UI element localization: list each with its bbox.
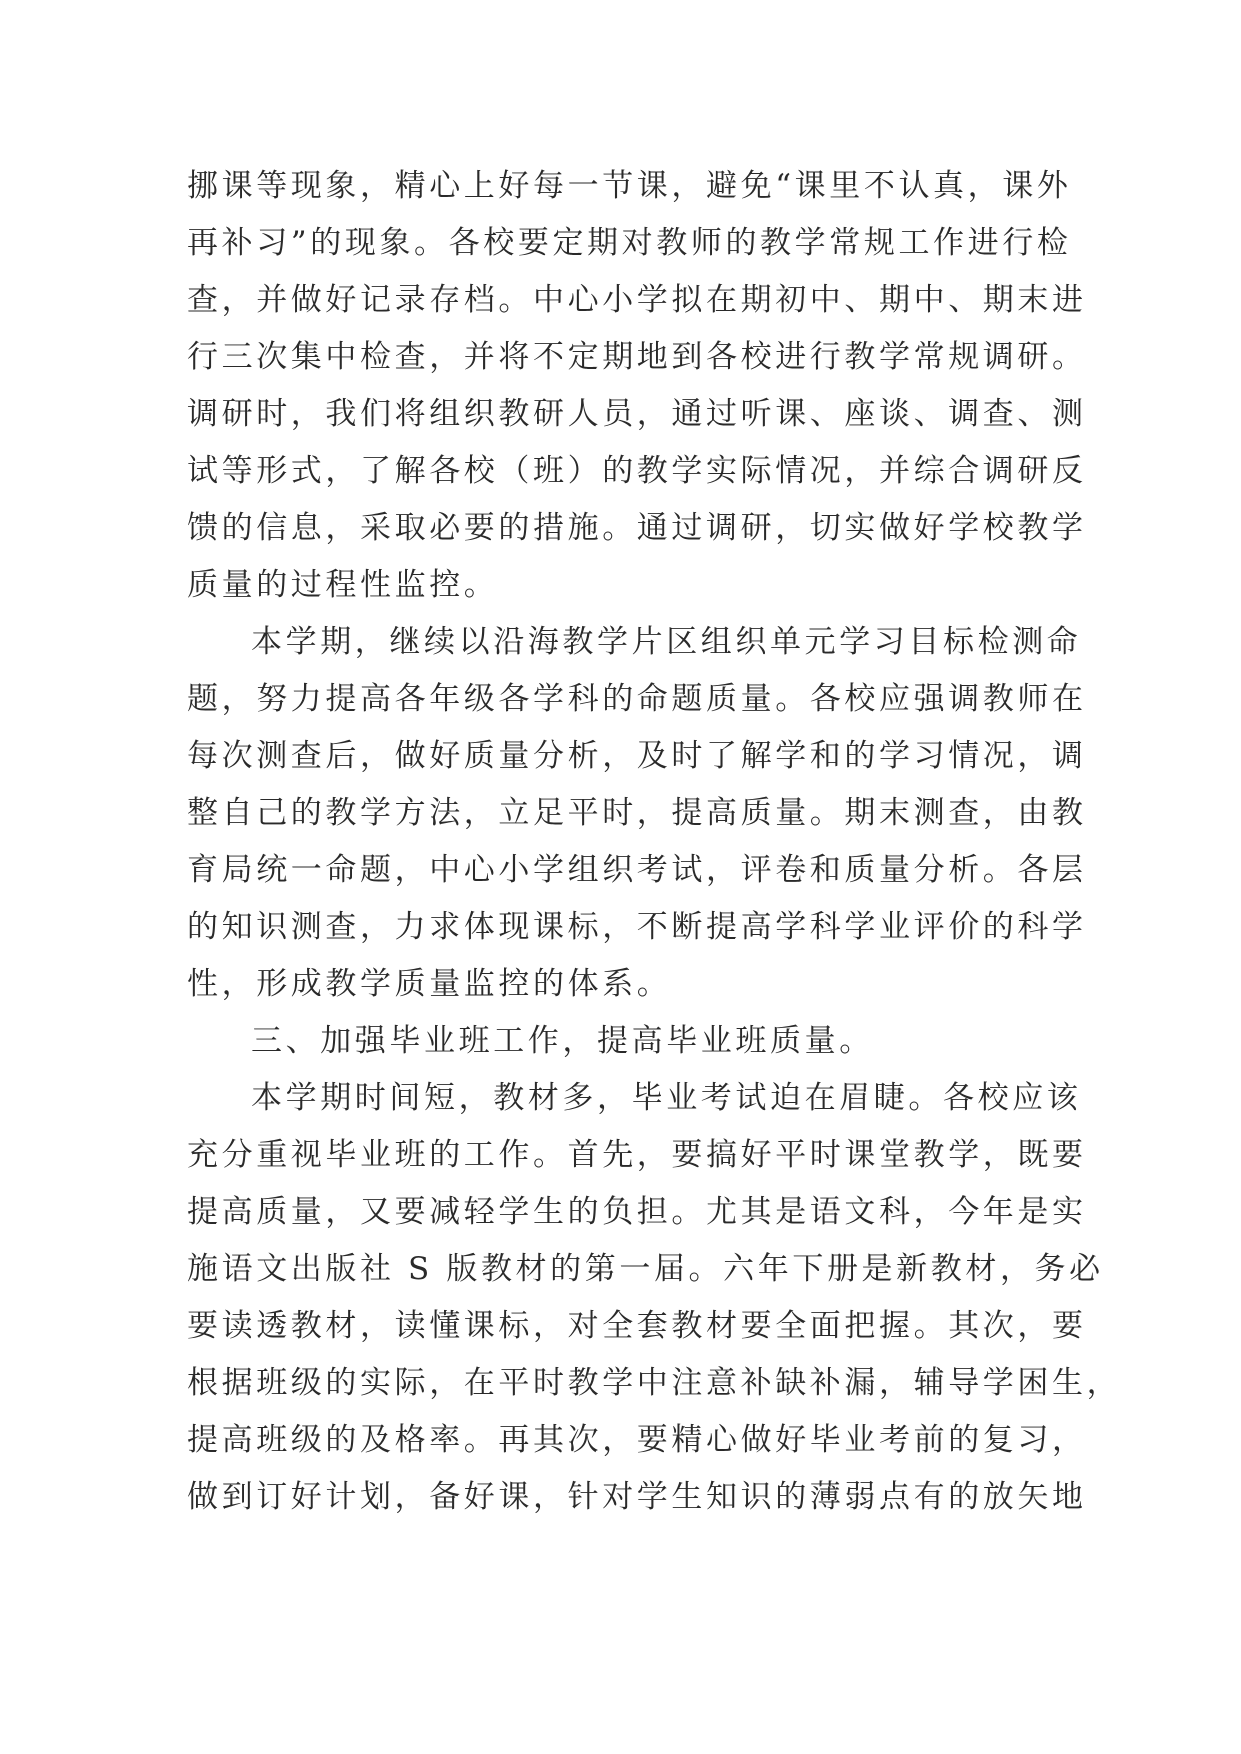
paragraph-first-line: 本学期时间短，教材多，毕业考试迫在眉睫。各校应该 xyxy=(251,1080,1082,1116)
text-line: 查，并做好记录存档。中心小学拟在期初中、期中、期末进 xyxy=(187,282,1087,318)
paragraph-first-line: 本学期，继续以沿海教学片区组织单元学习目标检测命 xyxy=(251,624,1082,660)
text-line: 做到订好计划，备好课，针对学生知识的薄弱点有的放矢地 xyxy=(187,1479,1087,1515)
text-line: 要读透教材，读懂课标，对全套教材要全面把握。其次，要 xyxy=(187,1308,1087,1344)
text-line: 提高班级的及格率。再其次，要精心做好毕业考前的复习， xyxy=(187,1422,1087,1458)
text-line: 根据班级的实际，在平时教学中注意补缺补漏，辅导学困生， xyxy=(187,1365,1122,1401)
text-line: 试等形式，了解各校（班）的教学实际情况，并综合调研反 xyxy=(187,453,1087,489)
text-line: 质量的过程性监控。 xyxy=(187,567,499,603)
text-line: 性，形成教学质量监控的体系。 xyxy=(187,966,672,1002)
text-line: 再补习”的现象。各校要定期对教师的教学常规工作进行检 xyxy=(187,225,1072,261)
text-line: 行三次集中检查，并将不定期地到各校进行教学常规调研。 xyxy=(187,339,1087,375)
text-line: 挪课等现象，精心上好每一节课，避免“课里不认真，课外 xyxy=(187,168,1072,204)
section-heading: 三、加强毕业班工作，提高毕业班质量。 xyxy=(251,1023,874,1059)
text-line: 育局统一命题，中心小学组织考试，评卷和质量分析。各层 xyxy=(187,852,1087,888)
text-line: 的知识测查，力求体现课标，不断提高学科学业评价的科学 xyxy=(187,909,1087,945)
text-line: 馈的信息，采取必要的措施。通过调研，切实做好学校教学 xyxy=(187,510,1087,546)
text-line: 施语文出版社 S 版教材的第一届。六年下册是新教材，务必 xyxy=(187,1251,1104,1287)
text-line: 提高质量，又要减轻学生的负担。尤其是语文科，今年是实 xyxy=(187,1194,1087,1230)
text-line: 充分重视毕业班的工作。首先，要搞好平时课堂教学，既要 xyxy=(187,1137,1087,1173)
document-body xyxy=(187,158,1122,1526)
text-line: 题，努力提高各年级各学科的命题质量。各校应强调教师在 xyxy=(187,681,1087,717)
text-line: 整自己的教学方法，立足平时，提高质量。期末测查，由教 xyxy=(187,795,1087,831)
text-line: 每次测查后，做好质量分析，及时了解学和的学习情况，调 xyxy=(187,738,1087,774)
text-line: 调研时，我们将组织教研人员，通过听课、座谈、调查、测 xyxy=(187,396,1087,432)
